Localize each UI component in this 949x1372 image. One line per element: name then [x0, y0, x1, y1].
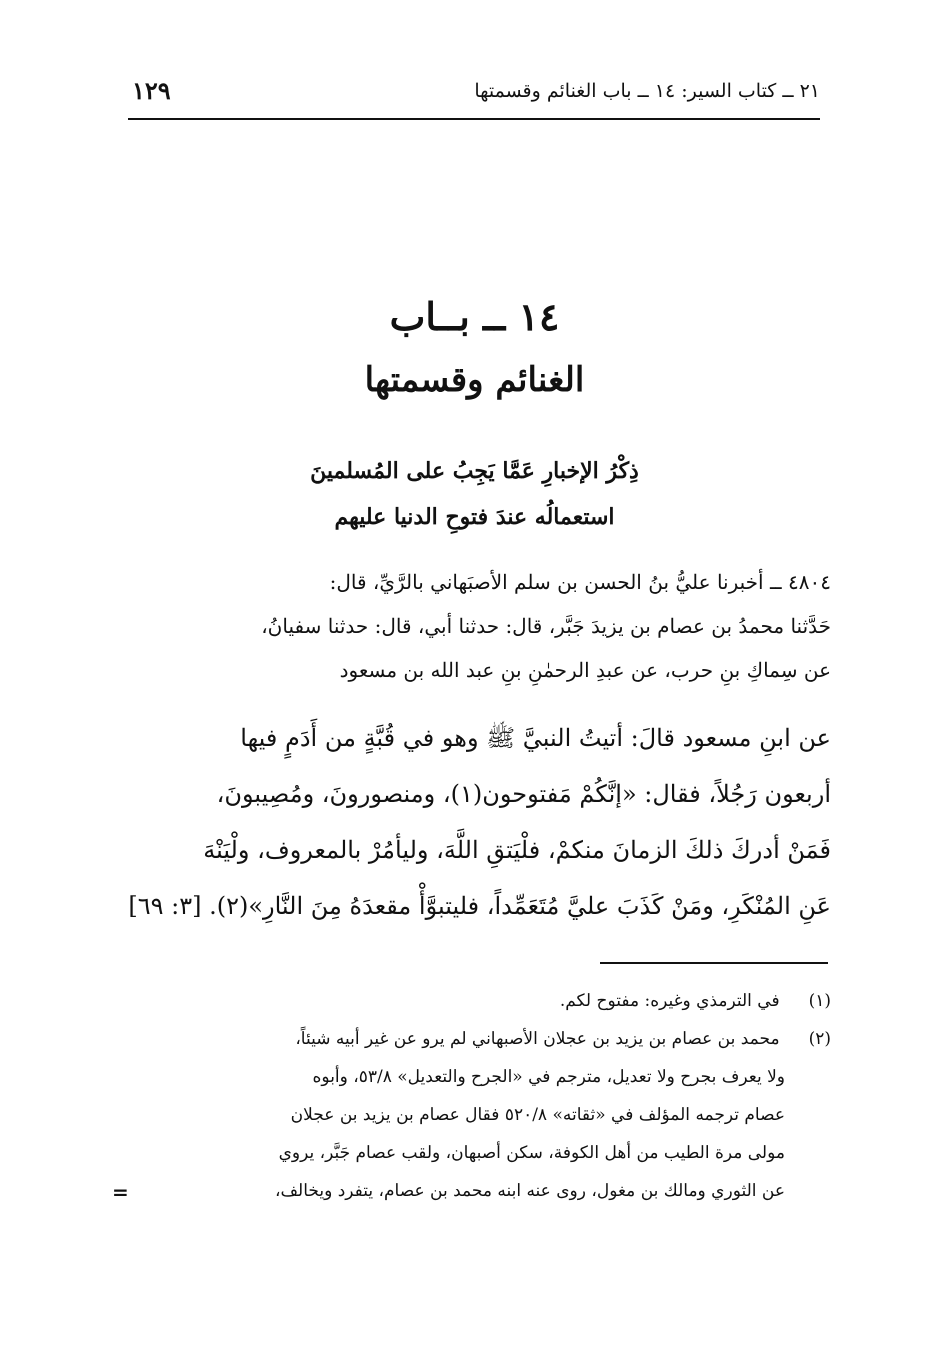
page-number: ١٢٩ — [132, 76, 171, 105]
isnad-line: حَدَّثنا محمدُ بن عصام بن يزيدَ جَبَّر، قال: حدثنا أبي، قال: حدثنا سفيانُ، — [261, 614, 831, 638]
footnote-text: مولى مرة الطيب من أهل الكوفة، سكن أصبهان، ولقب عصام جَبَّر، يروي — [278, 1143, 785, 1163]
hadith-line: فَمَنْ أدركَ ذلكَ الزمانَ منكمْ، فلْيَتقِ اللَّهَ، وليأمُرْ بالمعروف، ولْيَنْهَ — [203, 836, 831, 864]
footnote-text: محمد بن عصام بن يزيد بن عجلان الأصبهاني لم يرو عن غير أبيه شيئاً، — [295, 1029, 780, 1049]
hadith-text — [119, 710, 831, 934]
footnote-number: (١) — [808, 991, 831, 1011]
footnote-number: (٢) — [808, 1029, 831, 1049]
footnote-2 — [119, 1020, 831, 1058]
hadith-line: أربعون رَجُلاً، فقال: «إنَّكُمْ مَفتوحون(١)، ومنصورونَ، ومُصِيبونَ، — [216, 780, 831, 808]
running-header — [128, 74, 820, 120]
isnad-line: عن سِماكِ بنِ حرب، عن عبدِ الرحمٰنِ بنِ عبد الله بن مسعود — [339, 658, 831, 682]
footnote-1 — [119, 982, 831, 1020]
footnote-text: ولا يعرف بجرح ولا تعديل، مترجم في «الجرح والتعديل» ٥٣/٨، وأبوه — [312, 1067, 785, 1087]
hadith-line: عَنِ المُنْكَرِ، ومَنْ كَذَبَ عليَّ مُتَعَمِّداً، فليتبوَّأْ مقعدَهُ مِنَ النَّارِ»(٢). [٣: ٦٩] — [128, 892, 831, 920]
footnote-divider — [600, 962, 828, 964]
chapter-number: ١٤ ــ بــاب — [389, 294, 560, 339]
footnotes — [119, 982, 831, 1210]
footnote-text: عن الثوري ومالك بن مغول، روى عنه ابنه محمد بن عصام، يتفرد ويخالف، — [274, 1181, 785, 1201]
footnote-text: عصام ترجمه المؤلف في «ثقاته» ٥٢٠/٨ فقال عصام بن يزيد بن عجلان — [290, 1105, 785, 1125]
isnad-line: ٤٨٠٤ ــ أخبرنا عليُّ بنُ الحسن بن سلم الأصبَهاني بالرَّيِّ، قال: — [329, 570, 831, 594]
section-heading-line-2: استعمالُه عندَ فتوحِ الدنيا عليهم — [334, 504, 615, 530]
running-header-title: ٢١ ــ كتاب السير: ١٤ ــ باب الغنائم وقسمتها — [474, 80, 820, 102]
continuation-mark: = — [112, 1180, 129, 1204]
hadith-line: عن ابنِ مسعود قالَ: أتيتُ النبيَّ ﷺ وهو في قُبَّةٍ من أَدَمٍ فيها — [240, 724, 831, 752]
chapter-title: الغنائم وقسمتها — [364, 360, 585, 400]
isnad-paragraph — [119, 560, 831, 692]
footnote-text: في الترمذي وغيره: مفتوح لكم. — [559, 991, 780, 1011]
section-heading-line-1: ذِكْرُ الإخبارِ عَمَّا يَجِبُ على المُسلمينَ — [310, 458, 639, 484]
